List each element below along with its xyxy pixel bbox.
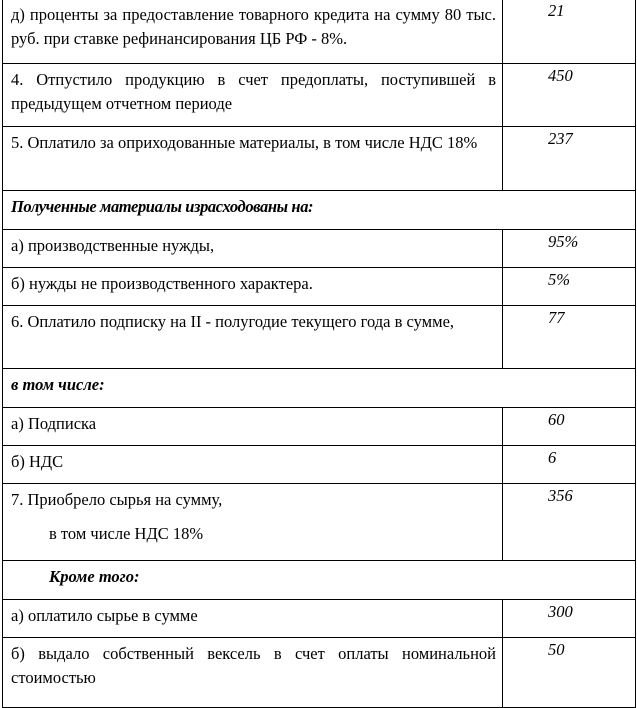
section-heading: в том числе:: [3, 369, 636, 408]
table-row: [3, 638, 636, 708]
table-row: [3, 484, 636, 561]
row-description: а) Подписка: [3, 408, 503, 446]
section-heading: Кроме того:: [3, 561, 636, 600]
row-description: д) проценты за предоставление товарного кредита на сумму 80 тыс. руб. при ставке рефинансирования ЦБ РФ - 8%.: [3, 0, 503, 64]
row-value: 50: [503, 638, 636, 708]
table-row: [3, 230, 636, 268]
row-description: 5. Оплатило за оприходованные материалы, в том числе НДС 18%: [3, 127, 503, 191]
row-subdescription: в том числе НДС 18%: [49, 524, 204, 543]
transactions-table: [2, 0, 636, 708]
row-description: 4. Отпустило продукцию в счет предоплаты, поступившей в предыдущем отчетном периоде: [3, 64, 503, 127]
section-heading: Полученные материалы израсходованы на:: [3, 191, 636, 230]
row-description: 6. Оплатило подписку на II - полугодие текущего года в сумме,: [3, 306, 503, 369]
table-row: [3, 306, 636, 369]
table-row: [3, 0, 636, 64]
row-description: б) НДС: [3, 446, 503, 484]
row-value: 21: [503, 0, 636, 64]
row-description: а) производственные нужды,: [3, 230, 503, 268]
row-description: б) выдало собственный вексель в счет оплаты номинальной стоимостью: [3, 638, 503, 708]
row-value: 237: [503, 127, 636, 191]
table-row: [3, 446, 636, 484]
table-row: [3, 600, 636, 638]
table-row: [3, 64, 636, 127]
row-value: 450: [503, 64, 636, 127]
table-row: [3, 127, 636, 191]
row-description: 7. Приобрело сырья на сумму,: [11, 490, 223, 509]
row-value: 95%: [503, 230, 636, 268]
row-description-cell: [3, 484, 503, 561]
row-description: б) нужды не производственного характера.: [3, 268, 503, 306]
section-heading-row: [3, 561, 636, 600]
row-value: 6: [503, 446, 636, 484]
row-value: 300: [503, 600, 636, 638]
row-value: 356: [503, 484, 636, 561]
table-row: [3, 268, 636, 306]
row-value: 77: [503, 306, 636, 369]
section-heading-row: [3, 369, 636, 408]
row-value: 60: [503, 408, 636, 446]
row-value: 5%: [503, 268, 636, 306]
row-description: а) оплатило сырье в сумме: [3, 600, 503, 638]
section-heading-row: [3, 191, 636, 230]
table-row: [3, 408, 636, 446]
